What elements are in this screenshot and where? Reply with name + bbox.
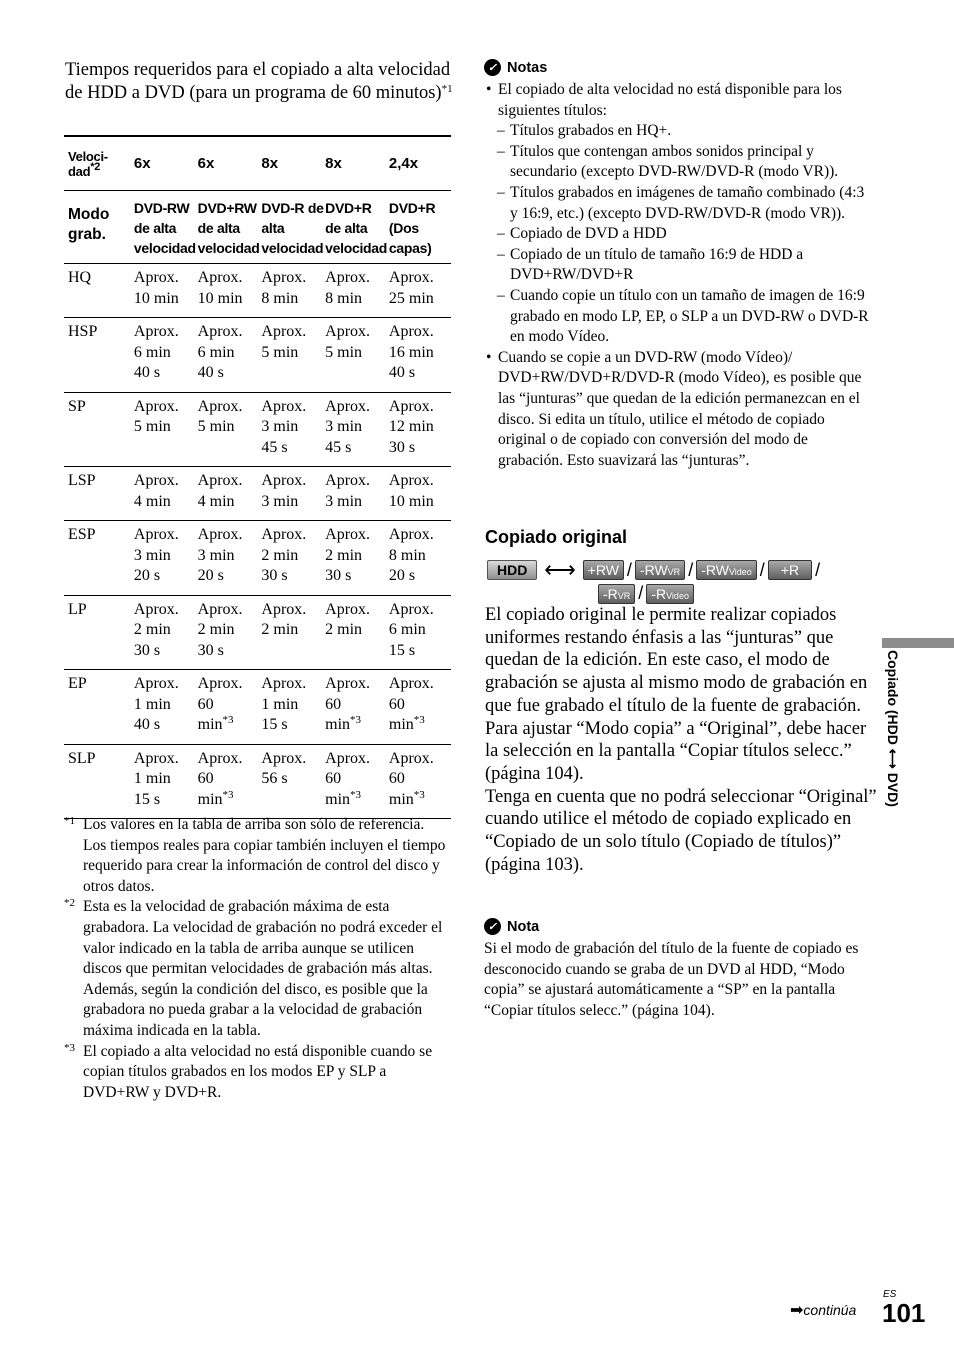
time-line: 1 min [133, 770, 171, 787]
time-cell [325, 595, 389, 670]
time-cell [134, 392, 198, 467]
time-cell [261, 264, 325, 318]
time-line: 16 min [388, 343, 434, 361]
time-cell [198, 744, 262, 819]
compat-badges-line1: HDD ⟷ +RW / -RWVR / -RWVideo / +R / [487, 557, 823, 583]
time-line: Aprox. [197, 323, 243, 340]
footnote-text: El copiado a alta velocidad no está disponible cuando se copian títulos grabados en los modos EP y SLP a DVD+RW y DVD+R. [83, 1042, 433, 1101]
mode-cell: DVD+R (Dos capas) [389, 191, 451, 264]
time-text: min [388, 790, 414, 808]
time-cell [325, 670, 389, 745]
time-cell [261, 744, 325, 819]
time-line: Aprox. [261, 749, 307, 767]
time-line: 30 s [325, 567, 352, 584]
time-text: min [197, 790, 223, 808]
time-line: 3 min [261, 492, 299, 510]
table-row [64, 670, 451, 745]
time-text: min [325, 790, 351, 808]
footnote-mark: *1 [64, 815, 75, 827]
time-line: Aprox. [261, 397, 307, 415]
time-line: Aprox. [325, 397, 371, 415]
time-text: min [197, 716, 223, 733]
time-line: Aprox. [388, 526, 434, 543]
time-line: 40 s [388, 364, 416, 381]
time-line [325, 715, 389, 736]
time-line: 40 s [133, 364, 161, 381]
time-line: 60 [325, 770, 342, 787]
time-line: Aprox. [388, 600, 434, 618]
time-cell [389, 744, 451, 819]
speed-footnote-mark: *2 [90, 160, 101, 173]
side-tab-label: Copiado (HDD ⟷ DVD) [885, 650, 901, 807]
time-line: 2 min [197, 621, 235, 638]
time-line: Aprox. [133, 526, 179, 543]
mode-name: HSP [64, 318, 134, 393]
notes-heading [484, 59, 874, 76]
time-cell [198, 670, 262, 745]
paragraph: Tenga en cuenta que no podrá seleccionar “Original” cuando utilice el método de copiado explicado en “Copiado de un solo título (Copiado de títulos)” (página 103). [485, 786, 877, 875]
time-line: Aprox. [133, 323, 179, 340]
note-text: Títulos grabados en HQ+. [510, 122, 672, 140]
time-line: Aprox. [325, 269, 371, 286]
time-cell [261, 670, 325, 745]
time-line: Aprox. [261, 269, 307, 286]
intro-body: Tiempos requeridos para el copiado a alta velocidad de HDD a DVD (para un programa de 60 minutos) [65, 60, 451, 103]
continue-label: continúa [803, 1302, 857, 1318]
time-line: 2 min [325, 621, 363, 638]
time-cell [389, 318, 451, 393]
mode-cell: DVD-R de alta velocidad [261, 191, 325, 264]
time-cell [389, 670, 451, 745]
time-line: 5 min [133, 418, 171, 435]
time-cell [134, 467, 198, 521]
footnote-mark: *3 [64, 1041, 75, 1054]
footnote-mark: *3 [413, 714, 425, 726]
time-cell [325, 392, 389, 467]
mode-name: EP [64, 670, 134, 745]
time-line: Aprox. [325, 600, 371, 618]
time-line: 45 s [261, 438, 288, 456]
time-text: min [325, 716, 351, 733]
time-line: 2 min [261, 546, 299, 564]
time-line: Aprox. [133, 397, 179, 415]
time-line: Aprox. [261, 526, 307, 543]
original-copy-text [485, 604, 877, 876]
mode-cell: DVD+R de alta velocidad [325, 191, 389, 264]
time-line: Aprox. [325, 323, 371, 340]
time-line: 10 min [133, 289, 179, 307]
dash-item: – Cuando copie un título con un tamaño de imagen de 16:9 grabado en modo LP, EP, o SLP a un DVD-RW o DVD-R en modo Vídeo. [497, 286, 869, 346]
time-line [389, 715, 451, 736]
time-line: 3 min [197, 546, 235, 564]
minus-rw-vr-badge: -RWVR [635, 560, 685, 580]
dash-item: – Copiado de un título de tamaño 16:9 de HDD a DVD+RW/DVD+R [497, 245, 804, 284]
time-cell [325, 318, 389, 393]
section-title: Copiado original [485, 527, 627, 547]
time-line: 60 [197, 770, 214, 787]
minus-rw-video-badge: -RWVideo [696, 560, 757, 580]
table-row [64, 318, 451, 393]
note-text: Títulos grabados en imágenes de tamaño combinado (4:3 y 16:9, etc.) (excepto DVD-RW/DVD-R (modo VR)). [510, 183, 865, 222]
time-line: Aprox. [325, 472, 371, 489]
speed-header [64, 136, 134, 191]
footnote-2 [64, 897, 450, 1041]
time-line: 15 s [133, 790, 161, 808]
time-line: Aprox. [197, 526, 243, 543]
time-line: Aprox. [197, 397, 243, 415]
time-line: 5 min [325, 343, 363, 361]
time-line: Aprox. [388, 323, 434, 340]
table-row [64, 392, 451, 467]
time-cell [198, 264, 262, 318]
time-line: 4 min [133, 492, 171, 510]
table-row [64, 264, 451, 318]
minus-r-video-badge: -RVideo [646, 584, 694, 604]
time-line: 60 [197, 695, 214, 713]
time-line: Aprox. [197, 749, 243, 767]
compat-badges-line2: -RVR / -RVideo [598, 583, 694, 604]
time-line: Aprox. [261, 323, 307, 340]
footnote-mark: *2 [64, 897, 75, 910]
time-line: 1 min [261, 695, 299, 713]
time-cell [389, 521, 451, 596]
minus-r-vr-badge: -RVR [598, 584, 635, 604]
note-text: Títulos que contengan ambos sonidos principal y secundario (excepto DVD-RW/DVD-R (modo VR)). [510, 142, 839, 181]
footnote-mark: *3 [350, 788, 362, 801]
time-line: 4 min [197, 492, 235, 510]
mode-name: LP [64, 595, 134, 670]
time-line: Aprox. [197, 472, 243, 489]
mode-cell: DVD-RW de alta velocidad [134, 191, 198, 264]
time-cell [261, 318, 325, 393]
mode-name: LSP [64, 467, 134, 521]
nota-heading [484, 918, 876, 935]
time-line: 3 min [261, 418, 299, 435]
time-cell [261, 595, 325, 670]
paragraph: El copiado original le permite realizar copiados uniformes restando énfasis a las “junturas” que quedan de la edición. En este caso, el modo de grabación se ajusta al mismo modo de grabación en que fue grabado el título de la fuente de grabación. [485, 605, 868, 716]
mode-header: Modo grab. [64, 191, 134, 264]
time-line: 30 s [197, 641, 224, 659]
time-cell [198, 595, 262, 670]
time-cell [325, 744, 389, 819]
time-line: Aprox. [197, 600, 243, 618]
time-cell [198, 467, 262, 521]
time-line: Aprox. [388, 749, 434, 767]
mode-name: HQ [64, 264, 134, 318]
time-line: 12 min [388, 418, 434, 435]
time-line: Aprox. [388, 675, 434, 692]
speed-cell: 6x [134, 136, 198, 191]
time-cell [261, 392, 325, 467]
time-text: min [388, 716, 414, 733]
time-cell [325, 467, 389, 521]
time-line: 20 s [197, 567, 224, 584]
time-cell [261, 521, 325, 596]
intro-text [65, 59, 455, 105]
time-line [198, 790, 262, 811]
time-line: Aprox. [133, 269, 179, 286]
table-row [64, 467, 451, 521]
table-row [64, 595, 451, 670]
speed-cell: 8x [261, 136, 325, 191]
time-line: 6 min [133, 343, 171, 361]
time-cell [325, 264, 389, 318]
time-cell [134, 318, 198, 393]
time-line: 6 min [197, 343, 235, 361]
time-line: Aprox. [261, 675, 307, 692]
dash-item: – Títulos que contengan ambos sonidos principal y secundario (excepto DVD-RW/DVD-R (modo VR)). [497, 142, 839, 181]
time-line: 30 s [388, 438, 416, 456]
notes-list [484, 80, 874, 471]
time-line: 2 min [133, 621, 171, 638]
time-line: Aprox. [197, 269, 243, 286]
time-line: 30 s [261, 567, 288, 584]
note-text: El copiado de alta velocidad no está disponible para los siguientes títulos: [498, 81, 842, 119]
time-line [198, 715, 262, 736]
time-line: 2 min [325, 546, 363, 564]
time-line: 8 min [388, 546, 426, 564]
time-line: 3 min [325, 418, 363, 435]
time-line: 6 min [388, 621, 426, 638]
time-cell [134, 744, 198, 819]
nota-text: Si el modo de grabación del título de la fuente de copiado es desconocido cuando se graba de un DVD al HDD, “Modo copia” se ajustará automáticamente a “SP” en la pantalla “Copiar títulos selecc.” (página 104). [484, 940, 859, 1019]
dash-item: – Títulos grabados en imágenes de tamaño combinado (4:3 y 16:9, etc.) (excepto DVD-RW/DVD-R (modo VR)). [497, 183, 865, 222]
time-line: 25 min [388, 289, 434, 307]
time-cell [389, 392, 451, 467]
time-line: Aprox. [133, 600, 179, 618]
time-cell [134, 264, 198, 318]
time-line: 45 s [325, 438, 352, 456]
time-line: 15 s [388, 641, 416, 659]
note-text: Copiado de DVD a HDD [510, 225, 667, 243]
time-line [389, 790, 451, 811]
time-line: 2 min [261, 621, 299, 638]
intro-footnote-mark: *1 [441, 83, 453, 95]
time-cell [134, 595, 198, 670]
speed-cell: 8x [325, 136, 389, 191]
time-line: 8 min [261, 289, 299, 307]
dash-item: – Copiado de DVD a HDD [497, 225, 667, 243]
time-cell [198, 521, 262, 596]
time-line: 40 s [133, 716, 161, 733]
note-icon: ✓ [484, 918, 501, 935]
table-row [64, 521, 451, 596]
time-line: 60 [325, 695, 342, 713]
note-icon: ✓ [484, 59, 501, 76]
side-tab [873, 650, 913, 850]
time-line: 15 s [261, 716, 288, 733]
time-line: Aprox. [261, 472, 307, 489]
time-line: 3 min [133, 546, 171, 564]
double-arrow-icon: ⟷ [544, 557, 576, 582]
time-line: Aprox. [388, 269, 434, 286]
time-line: 20 s [388, 567, 416, 584]
footnote-3 [64, 1042, 450, 1104]
notes-title: Notas [507, 59, 548, 76]
time-line: 20 s [133, 567, 161, 584]
time-line: 5 min [197, 418, 235, 435]
time-line: 56 s [261, 770, 288, 787]
time-line [325, 790, 389, 811]
time-cell [389, 595, 451, 670]
speed-cell: 6x [198, 136, 262, 191]
footnote-mark: *3 [222, 714, 234, 726]
nota-block [484, 918, 876, 1021]
note-text: Cuando copie un título con un tamaño de imagen de 16:9 grabado en modo LP, EP, o SLP a un DVD-RW o DVD-R en modo Vídeo. [510, 286, 869, 346]
plus-rw-badge: +RW [583, 560, 624, 580]
copy-time-table [64, 135, 451, 819]
mode-name: SLP [64, 744, 134, 819]
time-line: 30 s [133, 641, 161, 659]
language-code: ES [883, 1289, 897, 1300]
time-line: 40 s [197, 364, 224, 381]
bullet-item [484, 348, 874, 472]
arrow-right-icon: ➡ [790, 1302, 804, 1319]
time-line: 10 min [388, 492, 434, 510]
time-line: 10 min [197, 289, 243, 307]
time-cell [325, 521, 389, 596]
time-cell [198, 318, 262, 393]
notes-block [484, 59, 874, 471]
paragraph: Para ajustar “Modo copia” a “Original”, debe hacer la selección en la pantalla “Copiar títulos selecc.” (página 104). [485, 718, 867, 784]
hdd-badge: HDD [487, 560, 537, 580]
mode-cell: DVD+RW de alta velocidad [198, 191, 262, 264]
speed-label: Veloci-dad [68, 148, 108, 179]
note-text: Cuando se copie a un DVD-RW (modo Vídeo)/ DVD+RW/DVD+R/DVD-R (modo Vídeo), es posible que las “junturas” que quedan de la edición permanezcan en el disco. Si edita un título, utilice el método de copiado original o de copiado con conversión del modo de grabación. Esto suavizará las “junturas”. [498, 348, 862, 469]
time-line: 3 min [325, 492, 363, 510]
time-line: 5 min [261, 343, 299, 361]
time-cell [389, 467, 451, 521]
footnote-text: Los valores en la tabla de arriba son sólo de referencia. Los tiempos reales para copiar también incluyen el tiempo requerido para crear la información de control del disco y otros datos. [83, 816, 446, 895]
speed-row [64, 136, 451, 191]
note-text: Copiado de un título de tamaño 16:9 de HDD a DVD+RW/DVD+R [510, 245, 804, 284]
time-cell [389, 264, 451, 318]
time-line: Aprox. [325, 526, 371, 543]
time-line: Aprox. [133, 749, 179, 767]
footnote-1 [64, 815, 450, 897]
time-cell [198, 392, 262, 467]
time-line: Aprox. [261, 600, 307, 618]
page-number: 101 [882, 1298, 926, 1328]
table-row [64, 744, 451, 819]
continue-indicator [790, 1300, 856, 1320]
time-line: 1 min [133, 695, 171, 713]
time-line: Aprox. [133, 675, 179, 692]
time-line: Aprox. [388, 397, 434, 415]
time-line: 60 [388, 770, 405, 787]
time-line: 60 [388, 695, 405, 713]
mode-name: SP [64, 392, 134, 467]
nota-title: Nota [507, 918, 540, 935]
time-line: Aprox. [197, 675, 243, 692]
time-line: 8 min [325, 289, 363, 307]
mode-row [64, 191, 451, 264]
plus-r-badge: +R [768, 560, 812, 580]
footnote-text: Esta es la velocidad de grabación máxima de esta grabadora. La velocidad de grabación no podrá exceder el valor indicado en la tabla de arriba aunque se utilicen discos que permitan velocidades de grabación más altas. Además, según la condición del disco, es posible que la grabadora no pueda grabar a la velocidad de grabación máxima indicada en la tabla. [83, 898, 443, 1039]
speed-cell: 2,4x [389, 136, 451, 191]
time-line: Aprox. [133, 472, 179, 489]
footnote-mark: *3 [350, 714, 362, 726]
time-cell [134, 670, 198, 745]
footnote-mark: *3 [222, 788, 234, 801]
time-cell [261, 467, 325, 521]
time-cell [134, 521, 198, 596]
footnote-mark: *3 [413, 788, 425, 801]
bullet-item [484, 80, 874, 121]
mode-name: ESP [64, 521, 134, 596]
time-line: Aprox. [325, 675, 371, 692]
side-tab-bar [882, 638, 954, 648]
time-line: Aprox. [325, 749, 371, 767]
time-line: Aprox. [388, 472, 434, 489]
dash-item: – Títulos grabados en HQ+. [497, 122, 672, 140]
footnotes [64, 815, 450, 1103]
